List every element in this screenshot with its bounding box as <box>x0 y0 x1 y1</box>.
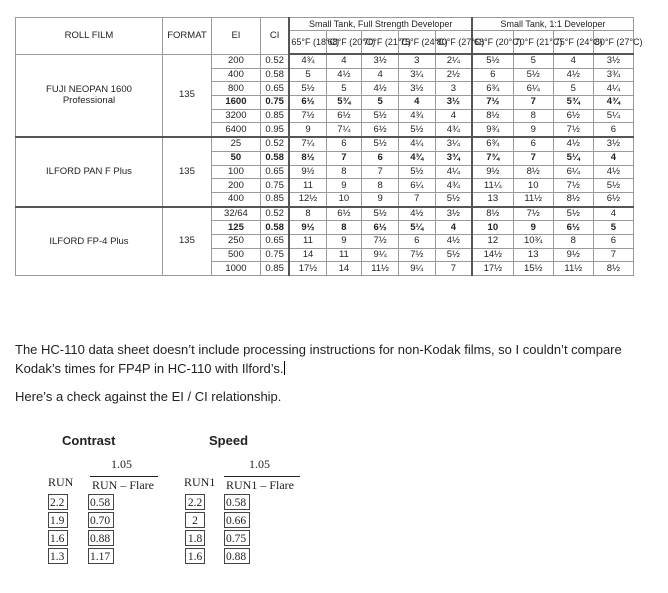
one-to-one-time: 5½ <box>553 207 593 221</box>
full-strength-time: 7¼ <box>289 137 326 151</box>
header-format: FORMAT <box>162 18 211 55</box>
one-to-one-time: 6½ <box>553 109 593 123</box>
full-strength-time: 14 <box>326 262 362 276</box>
speed-result-cell[interactable]: 0.66 <box>224 512 250 528</box>
ei-value: 125 <box>211 221 260 235</box>
full-strength-time: 2¼ <box>435 54 472 68</box>
one-to-one-time: 5¾ <box>553 96 593 110</box>
table-row <box>16 54 634 68</box>
film-name: ILFORD PAN F Plus <box>46 166 132 178</box>
full-strength-time: 7½ <box>362 234 399 248</box>
one-to-one-time: 7½ <box>553 123 593 137</box>
one-to-one-time: 11½ <box>513 192 553 206</box>
full-strength-time: 11 <box>326 248 362 262</box>
one-to-one-time: 6 <box>472 68 513 82</box>
full-strength-time: 9 <box>326 234 362 248</box>
speed-run-cell[interactable]: 2.2 <box>185 494 205 510</box>
one-to-one-time: 5¼ <box>553 151 593 165</box>
full-strength-time: 4½ <box>362 82 399 96</box>
one-to-one-time: 6½ <box>593 192 633 206</box>
ci-value: 0.75 <box>260 96 289 110</box>
full-strength-time: 6½ <box>362 123 399 137</box>
one-to-one-time: 5¼ <box>593 109 633 123</box>
full-strength-time: 7 <box>435 262 472 276</box>
ei-value: 250 <box>211 234 260 248</box>
ei-value: 25 <box>211 137 260 151</box>
contrast-title: Contrast <box>62 433 116 448</box>
speed-result-cell[interactable]: 0.75 <box>224 530 250 546</box>
ei-value: 1000 <box>211 262 260 276</box>
full-strength-time: 4¾ <box>289 54 326 68</box>
full-strength-time: 4 <box>435 109 472 123</box>
contrast-run-column <box>48 494 68 566</box>
one-to-one-time: 5 <box>513 54 553 68</box>
contrast-run-cell[interactable]: 2.2 <box>48 494 68 510</box>
speed-run-label: RUN1 <box>184 475 216 489</box>
temp-header: 75°F (24°C) <box>398 31 435 55</box>
speed-run-cell[interactable]: 2 <box>185 512 205 528</box>
full-strength-time: 3½ <box>362 54 399 68</box>
table-row <box>16 207 634 221</box>
film-name: ILFORD FP-4 Plus <box>49 235 129 247</box>
temp-header: 68°F (20°C) <box>472 31 513 55</box>
full-strength-time: 3¾ <box>435 151 472 165</box>
full-strength-time: 4¾ <box>435 123 472 137</box>
full-strength-time: 17½ <box>289 262 326 276</box>
temp-header: 70°F (21°C) <box>362 31 399 55</box>
full-strength-time: 5½ <box>435 192 472 206</box>
full-strength-time: 5½ <box>362 109 399 123</box>
full-strength-time: 11 <box>289 234 326 248</box>
full-strength-time: 7¼ <box>326 123 362 137</box>
ei-value: 800 <box>211 82 260 96</box>
full-strength-time: 3½ <box>398 82 435 96</box>
contrast-run-label: RUN <box>48 475 74 489</box>
one-to-one-time: 14½ <box>472 248 513 262</box>
speed-result-cell[interactable]: 0.58 <box>224 494 250 510</box>
ci-value: 0.85 <box>260 192 289 206</box>
ei-value: 400 <box>211 192 260 206</box>
one-to-one-time: 6¼ <box>513 82 553 96</box>
full-strength-time: 3 <box>435 82 472 96</box>
temp-header: 70°F (21°C) <box>513 31 553 55</box>
one-to-one-time: 6¼ <box>553 165 593 179</box>
full-strength-time: 5¼ <box>398 221 435 235</box>
full-strength-time: 9¼ <box>362 248 399 262</box>
full-strength-time: 9 <box>326 179 362 193</box>
ei-value: 100 <box>211 165 260 179</box>
one-to-one-time: 8½ <box>472 109 513 123</box>
full-strength-time: 6¼ <box>398 179 435 193</box>
film-name-cell <box>16 54 163 137</box>
full-strength-time: 8 <box>326 165 362 179</box>
full-strength-time: 4 <box>435 221 472 235</box>
header-ci: CI <box>260 18 289 55</box>
one-to-one-time: 9½ <box>472 165 513 179</box>
full-strength-time: 11 <box>289 179 326 193</box>
one-to-one-time: 9½ <box>553 248 593 262</box>
one-to-one-time: 4½ <box>553 137 593 151</box>
header-group-half-strength: Small Tank, 1:1 Developer <box>472 18 634 31</box>
one-to-one-time: 8 <box>553 234 593 248</box>
one-to-one-time: 4 <box>593 151 633 165</box>
one-to-one-time: 17½ <box>472 262 513 276</box>
one-to-one-time: 7½ <box>472 96 513 110</box>
full-strength-time: 4 <box>326 54 362 68</box>
film-format: 135 <box>162 207 211 276</box>
full-strength-time: 10 <box>326 192 362 206</box>
contrast-result-cell[interactable]: 0.88 <box>88 530 114 546</box>
one-to-one-time: 11½ <box>553 262 593 276</box>
full-strength-time: 4¾ <box>398 151 435 165</box>
one-to-one-time: 5½ <box>593 179 633 193</box>
full-strength-time: 7½ <box>289 109 326 123</box>
one-to-one-time: 8½ <box>593 262 633 276</box>
ei-value: 400 <box>211 68 260 82</box>
one-to-one-time: 6 <box>593 123 633 137</box>
contrast-result-column <box>88 494 114 566</box>
full-strength-time: 7 <box>398 192 435 206</box>
temp-header: 80°F (27°C) <box>593 31 633 55</box>
full-strength-time: 9¼ <box>398 262 435 276</box>
full-strength-time: 3¼ <box>435 137 472 151</box>
one-to-one-time: 7 <box>513 96 553 110</box>
ci-value: 0.52 <box>260 54 289 68</box>
full-strength-time: 5¾ <box>326 96 362 110</box>
one-to-one-time: 7 <box>593 248 633 262</box>
full-strength-time: 6½ <box>326 207 362 221</box>
one-to-one-time: 3¾ <box>593 68 633 82</box>
one-to-one-time: 8½ <box>553 192 593 206</box>
film-format: 135 <box>162 54 211 137</box>
one-to-one-time: 4 <box>593 207 633 221</box>
full-strength-time: 4¾ <box>435 179 472 193</box>
one-to-one-time: 11¼ <box>472 179 513 193</box>
one-to-one-time: 4½ <box>593 165 633 179</box>
ci-value: 0.85 <box>260 109 289 123</box>
one-to-one-time: 5½ <box>472 54 513 68</box>
full-strength-time: 5½ <box>289 82 326 96</box>
film-format: 135 <box>162 137 211 206</box>
full-strength-time: 4¾ <box>398 109 435 123</box>
speed-denominator: RUN1 – Flare <box>224 476 300 493</box>
contrast-result-cell[interactable]: 0.70 <box>88 512 114 528</box>
full-strength-time: 8 <box>326 221 362 235</box>
speed-run-cell[interactable]: 1.6 <box>185 548 205 564</box>
one-to-one-time: 8 <box>513 109 553 123</box>
full-strength-time: 3½ <box>435 207 472 221</box>
full-strength-time: 5½ <box>435 248 472 262</box>
full-strength-time: 12½ <box>289 192 326 206</box>
contrast-run-cell[interactable]: 1.3 <box>48 548 68 564</box>
full-strength-time: 7 <box>362 165 399 179</box>
ei-value: 500 <box>211 248 260 262</box>
contrast-run-cell[interactable]: 1.6 <box>48 530 68 546</box>
contrast-numerator: 1.05 <box>111 457 132 471</box>
temp-header: 80°F (27°C) <box>435 31 472 55</box>
film-name-cell <box>16 207 163 276</box>
one-to-one-time: 6¾ <box>472 137 513 151</box>
full-strength-time: 9 <box>289 123 326 137</box>
one-to-one-time: 9¾ <box>472 123 513 137</box>
paragraph-ei-ci-check: Here’s a check against the EI / CI relationship. <box>15 389 282 404</box>
ci-value: 0.95 <box>260 123 289 137</box>
one-to-one-time: 4¼ <box>593 82 633 96</box>
full-strength-time: 4½ <box>326 68 362 82</box>
one-to-one-time: 6 <box>593 234 633 248</box>
full-strength-time: 4¼ <box>398 137 435 151</box>
full-strength-time: 4¼ <box>435 165 472 179</box>
contrast-denominator: RUN – Flare <box>90 476 158 493</box>
full-strength-time: 5½ <box>398 165 435 179</box>
full-strength-time: 8 <box>362 179 399 193</box>
one-to-one-time: 8½ <box>472 207 513 221</box>
ei-value: 3200 <box>211 109 260 123</box>
full-strength-time: 5½ <box>362 207 399 221</box>
one-to-one-time: 10¾ <box>513 234 553 248</box>
full-strength-time: 7 <box>326 151 362 165</box>
paragraph-text: The HC-110 data sheet doesn’t include processing instructions for non-Kodak films, so I couldn’t compare Kodak’s times for FP4P in HC-110 with Ilford’s. <box>15 342 622 376</box>
ei-value: 6400 <box>211 123 260 137</box>
ci-value: 0.75 <box>260 179 289 193</box>
full-strength-time: 6½ <box>362 221 399 235</box>
one-to-one-time: 13 <box>513 248 553 262</box>
ci-value: 0.58 <box>260 68 289 82</box>
one-to-one-time: 7¾ <box>472 151 513 165</box>
full-strength-time: 8½ <box>289 151 326 165</box>
full-strength-time: 4½ <box>398 207 435 221</box>
ci-value: 0.58 <box>260 221 289 235</box>
one-to-one-time: 7½ <box>513 207 553 221</box>
speed-run-cell[interactable]: 1.8 <box>185 530 205 546</box>
full-strength-time: 8 <box>289 207 326 221</box>
header-group-full-strength: Small Tank, Full Strength Developer <box>289 18 472 31</box>
one-to-one-time: 4 <box>553 54 593 68</box>
one-to-one-time: 15½ <box>513 262 553 276</box>
text-cursor <box>284 361 285 375</box>
one-to-one-time: 10 <box>513 179 553 193</box>
ci-value: 0.65 <box>260 82 289 96</box>
full-strength-time: 6 <box>362 151 399 165</box>
ci-value: 0.52 <box>260 207 289 221</box>
full-strength-time: 5½ <box>362 137 399 151</box>
one-to-one-time: 5 <box>593 221 633 235</box>
full-strength-time: 7½ <box>398 248 435 262</box>
full-strength-time: 4½ <box>435 234 472 248</box>
one-to-one-time: 7 <box>513 151 553 165</box>
ci-value: 0.85 <box>260 262 289 276</box>
full-strength-time: 6 <box>398 234 435 248</box>
full-strength-time: 6½ <box>289 96 326 110</box>
temp-header: 75°F (24°C) <box>553 31 593 55</box>
full-strength-time: 3 <box>398 54 435 68</box>
film-development-table <box>15 17 643 276</box>
ci-value: 0.65 <box>260 234 289 248</box>
full-strength-time: 11½ <box>362 262 399 276</box>
one-to-one-time: 9 <box>513 221 553 235</box>
full-strength-time: 2½ <box>435 68 472 82</box>
one-to-one-time: 9 <box>513 123 553 137</box>
ci-value: 0.75 <box>260 248 289 262</box>
ci-value: 0.58 <box>260 151 289 165</box>
speed-numerator: 1.05 <box>249 457 270 471</box>
one-to-one-time: 5 <box>553 82 593 96</box>
temp-header: 65°F (18°C) <box>289 31 326 55</box>
film-name-cell <box>16 137 163 206</box>
one-to-one-time: 10 <box>472 221 513 235</box>
ci-value: 0.52 <box>260 137 289 151</box>
ei-value: 200 <box>211 54 260 68</box>
full-strength-time: 3¼ <box>398 68 435 82</box>
contrast-result-cell[interactable]: 0.58 <box>88 494 114 510</box>
full-strength-time: 3½ <box>435 96 472 110</box>
full-strength-time: 6½ <box>326 109 362 123</box>
one-to-one-time: 3½ <box>593 54 633 68</box>
contrast-run-cell[interactable]: 1.9 <box>48 512 68 528</box>
one-to-one-time: 6 <box>513 137 553 151</box>
one-to-one-time: 6¾ <box>472 82 513 96</box>
ei-value: 32/64 <box>211 207 260 221</box>
speed-title: Speed <box>209 433 249 448</box>
speed-result-cell[interactable]: 0.88 <box>224 548 250 564</box>
full-strength-time: 6 <box>326 137 362 151</box>
full-strength-time: 5 <box>326 82 362 96</box>
one-to-one-time: 4½ <box>553 68 593 82</box>
one-to-one-time: 3½ <box>593 137 633 151</box>
one-to-one-time: 6½ <box>553 221 593 235</box>
one-to-one-time: 12 <box>472 234 513 248</box>
one-to-one-time: 8½ <box>513 165 553 179</box>
table-row <box>16 137 634 151</box>
full-strength-time: 5½ <box>398 123 435 137</box>
header-roll-film: ROLL FILM <box>16 18 163 55</box>
one-to-one-time: 7½ <box>553 179 593 193</box>
film-subname: Professional <box>62 95 116 107</box>
speed-run-column <box>185 494 205 566</box>
ci-value: 0.65 <box>260 165 289 179</box>
paragraph-hc110-note <box>15 340 655 378</box>
one-to-one-time: 13 <box>472 192 513 206</box>
ei-value: 50 <box>211 151 260 165</box>
speed-result-column <box>224 494 250 566</box>
one-to-one-time: 5½ <box>513 68 553 82</box>
full-strength-time: 4 <box>398 96 435 110</box>
full-strength-time: 9 <box>362 192 399 206</box>
film-table-body <box>16 54 634 276</box>
one-to-one-time: 4¾ <box>593 96 633 110</box>
header-ei: EI <box>211 18 260 55</box>
temp-header: 68°F (20°C) <box>326 31 362 55</box>
full-strength-time: 4 <box>362 68 399 82</box>
contrast-result-cell[interactable]: 1.17 <box>88 548 114 564</box>
full-strength-time: 9½ <box>289 221 326 235</box>
ei-value: 1600 <box>211 96 260 110</box>
full-strength-time: 14 <box>289 248 326 262</box>
full-strength-time: 5 <box>362 96 399 110</box>
full-strength-time: 9½ <box>289 165 326 179</box>
ei-value: 200 <box>211 179 260 193</box>
film-name: FUJI NEOPAN 1600 <box>46 84 132 96</box>
full-strength-time: 5 <box>289 68 326 82</box>
